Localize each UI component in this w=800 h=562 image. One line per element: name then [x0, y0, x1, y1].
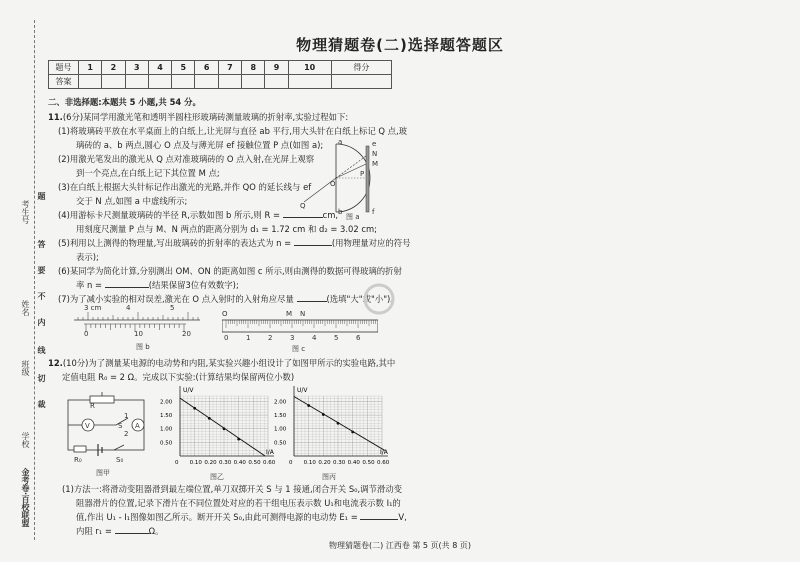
- data-point: [322, 413, 325, 416]
- circuit-label-V: V: [85, 422, 90, 430]
- label-a: a: [338, 138, 343, 146]
- q12-line: 阻器滑片的位置,记录下滑片在不同位置处对应的若干组电压表示数 U₁和电流表示数 I₁的: [76, 498, 401, 508]
- answer-blank-r1[interactable]: [115, 525, 149, 534]
- label-f: f: [372, 208, 375, 216]
- ruler-label-O: O: [222, 310, 228, 318]
- light-screen: [366, 146, 369, 212]
- q11-line: 用刻度尺测量 P 点与 M、N 两点的距离分别为 d₁ = 1.72 cm 和 d₂ = 3.02 cm;: [76, 224, 377, 234]
- score-cell[interactable]: [331, 75, 391, 89]
- graph-bing-caption: 图丙: [322, 473, 336, 481]
- circuit-label-R: R: [90, 402, 95, 410]
- circuit-label-2: 2: [124, 430, 129, 438]
- q12-line: (1)方法一:将滑动变阻器滑到最左端位置,单刀双掷开关 S 与 1 接通,闭合开关 S₀,调节滑动变: [62, 484, 403, 494]
- q11-line: (7)为了减小实验的相对误差,激光在 O 点入射时的入射角应尽量: [58, 294, 294, 304]
- y-tick-label: 2.00: [160, 399, 173, 406]
- circuit-label-1: 1: [124, 412, 129, 420]
- question-number: 3: [125, 61, 148, 75]
- answer-cell[interactable]: [265, 75, 288, 89]
- answer-blank-n-value[interactable]: [105, 279, 149, 288]
- answer-cell[interactable]: [242, 75, 265, 89]
- y-tick-label: 2.00: [274, 399, 287, 406]
- q11-line: 表示);: [76, 252, 99, 262]
- page-footer: 物理猜题卷(二) 江西卷 第 5 页(共 8 页): [329, 541, 471, 550]
- data-point: [307, 404, 310, 407]
- q12-line: 内阻 r₁ =: [76, 526, 112, 536]
- half-cylinder-outline: [336, 144, 370, 212]
- answer-cell[interactable]: [172, 75, 195, 89]
- question-number: 10: [288, 61, 331, 75]
- vernier-main-label: 3 cm: [84, 304, 102, 312]
- answer-table-answer-row: [49, 75, 392, 89]
- answer-table-header-row: [49, 61, 392, 75]
- ruler-number: 0: [224, 334, 229, 342]
- q11-line: (6)某同学为简化计算,分别测出 OM、ON 的距离如图 c 所示,则由测得的数据可得玻璃的折射: [58, 266, 402, 276]
- data-point: [351, 431, 354, 434]
- figure-a-diagram: [296, 138, 379, 218]
- binding-warning-char: 裁: [37, 400, 46, 408]
- y-tick-label: 1.50: [160, 413, 173, 420]
- graph-bing: [272, 384, 390, 474]
- answer-blank-n-expression[interactable]: [294, 237, 332, 246]
- y-tick-label: 1.00: [160, 426, 173, 433]
- label-M: M: [372, 160, 379, 168]
- answer-cell[interactable]: [125, 75, 148, 89]
- circuit-caption: 图甲: [96, 469, 110, 477]
- switch-symbol: [114, 445, 124, 450]
- q11-line-7: [58, 292, 399, 306]
- q11-line: (用物理量对应的符号: [331, 238, 411, 248]
- y-tick-label: 0.50: [274, 440, 287, 447]
- data-point: [208, 417, 211, 420]
- vernier-main-ticks: [78, 312, 198, 320]
- vernier-sub-label: 20: [182, 330, 191, 338]
- binding-warning-char: 内: [37, 318, 46, 326]
- vernier-main-label: 5: [170, 304, 175, 312]
- vernier-sub-label: 10: [134, 330, 143, 338]
- q12-line: V,: [398, 512, 407, 522]
- x-tick-label: 0.50: [362, 460, 375, 466]
- ruler-number: 1: [246, 334, 251, 342]
- q12-line: Ω。: [148, 526, 164, 536]
- answer-cell[interactable]: [79, 75, 102, 89]
- label-P: P: [360, 170, 365, 178]
- ruler-number: 5: [334, 334, 339, 342]
- vernier-main-label: 4: [126, 304, 131, 312]
- question-number: 2: [102, 61, 125, 75]
- q11-line: cm,: [322, 210, 339, 220]
- answer-cell[interactable]: [195, 75, 218, 89]
- question-number: 9: [265, 61, 288, 75]
- table-row-label: 答案: [49, 75, 79, 89]
- ruler-number: 2: [268, 334, 273, 342]
- ruler-label-M: M: [286, 310, 293, 318]
- x-tick-label: 0: [175, 460, 179, 466]
- name-label: 姓名: [21, 300, 30, 316]
- data-point: [223, 427, 226, 430]
- question-number: 1: [79, 61, 102, 75]
- x-tick-label: 0: [289, 460, 293, 466]
- figure-a-caption: 图 a: [346, 213, 360, 221]
- circuit-label-S: S: [118, 422, 123, 430]
- binding-warning-char: 要: [37, 266, 46, 274]
- y-tick-label: 1.00: [274, 426, 287, 433]
- x-tick-label: 0.10: [189, 460, 202, 466]
- x-tick-label: 0.20: [318, 460, 331, 466]
- x-tick-label: 0.40: [233, 460, 246, 466]
- binding-dashed-line: [34, 20, 35, 540]
- q12-number: 12.: [48, 358, 63, 368]
- x-tick-label: 0.30: [333, 460, 346, 466]
- q11-line: (选填"大"或"小")。: [326, 294, 399, 304]
- binding-warning-char: 题: [37, 192, 46, 200]
- circuit-label-S0: S₀: [116, 456, 124, 464]
- score-label: 得分: [331, 61, 391, 75]
- ruler-label-N: N: [300, 310, 306, 318]
- answer-blank-angle[interactable]: [297, 293, 327, 302]
- x-tick-label: 0.60: [263, 460, 276, 466]
- ruler-number: 3: [290, 334, 295, 342]
- q11-line: (6分)某同学用激光笔和透明半圆柱形玻璃砖测量玻璃的折射率,实验过程如下:: [62, 112, 349, 122]
- label-e: e: [372, 140, 377, 148]
- circuit-label-A: A: [135, 422, 140, 430]
- question-number: 8: [242, 61, 265, 75]
- binding-warning-char: 切: [37, 374, 46, 382]
- circuit-label-R0: R₀: [74, 456, 82, 464]
- q11-line: 交于 N 点,如图 a 中虚线所示;: [76, 196, 188, 206]
- q12-stem: [48, 356, 395, 370]
- answer-cell[interactable]: [218, 75, 241, 89]
- q11-number: 11.: [48, 112, 63, 122]
- data-point: [237, 438, 240, 441]
- q11-line-6: [76, 278, 239, 292]
- x-tick-label: 0.10: [303, 460, 316, 466]
- exam-no-label: 考生号: [21, 200, 30, 224]
- y-axis-label: U/V: [183, 387, 194, 394]
- ruler-number: 4: [312, 334, 317, 342]
- class-label: 班级: [21, 360, 30, 376]
- figure-c-caption: 图 c: [292, 345, 306, 353]
- school-label: 学校: [21, 432, 30, 448]
- y-axis-label: U/V: [297, 387, 308, 394]
- x-tick-label: 0.40: [347, 460, 360, 466]
- label-Q: Q: [300, 202, 306, 210]
- q11-line: (3)在白纸上根据大头针标记作出激光的光路,并作 QO 的延长线与 ef: [58, 182, 312, 192]
- binding-warning-char: 答: [37, 240, 46, 248]
- question-number: 4: [148, 61, 171, 75]
- y-tick-label: 1.50: [274, 413, 287, 420]
- q11-stem: [48, 110, 348, 124]
- ruler-ticks: [226, 320, 376, 328]
- data-point: [337, 422, 340, 425]
- answer-table: [48, 60, 392, 89]
- x-tick-label: 0.30: [219, 460, 232, 466]
- x-axis-label: I/A: [266, 449, 274, 456]
- q12-line: 定值电阻 R₀ = 2 Ω。完成以下实验:(计算结果均保留两位小数): [62, 372, 295, 382]
- q11-line: (2)用激光笔发出的激光从 Q 点对准玻璃砖的 O 点入射,在光屏上观察: [58, 154, 315, 164]
- label-b: b: [338, 208, 343, 216]
- q11-line: (结果保留3位有效数字);: [148, 280, 239, 290]
- ruler-number: 6: [356, 334, 361, 342]
- x-tick-label: 0.60: [377, 460, 390, 466]
- y-tick-label: 0.50: [160, 440, 173, 447]
- figure-b-caption: 图 b: [136, 343, 150, 351]
- x-axis-label: I/A: [380, 449, 388, 456]
- watermark-seal-icon: [362, 282, 396, 316]
- question-number: 5: [172, 61, 195, 75]
- q11-line: 到一个亮点,在白纸上记下其位置 M 点;: [76, 168, 220, 178]
- vernier-sub-label: 0: [84, 330, 89, 338]
- q11-line: (4)用游标卡尺测量玻璃砖的半径 R,示数如图 b 所示,则 R =: [58, 210, 280, 220]
- question-number: 6: [195, 61, 218, 75]
- q11-line: 璃砖的 a、b 两点,圆心 O 点及与薄光屏 ef 接触位置 P 点(如图 a);: [76, 140, 324, 150]
- page-title: 物理猜题卷(二)选择题答题区: [296, 36, 504, 54]
- q12-line-r1: [76, 524, 163, 538]
- section-header: 二、非选择题:本题共 5 小题,共 54 分。: [48, 97, 201, 107]
- data-point: [193, 407, 196, 410]
- union-label: 金考卷·百校联盟: [21, 468, 30, 528]
- table-row-label: 题号: [49, 61, 79, 75]
- q11-line-5: [58, 236, 411, 250]
- binding-warning-char: 不: [37, 292, 46, 300]
- label-N: N: [372, 150, 378, 158]
- q12-line: 值,作出 U₁ - I₁图像如图乙所示。断开开关 S₀,由此可测得电源的电动势 E₁ =: [76, 512, 358, 522]
- answer-cell[interactable]: [102, 75, 125, 89]
- graph-yi-caption: 图乙: [210, 473, 224, 481]
- question-number: 7: [218, 61, 241, 75]
- q11-line: (1)将玻璃砖平放在水平桌面上的白纸上,让光屏与直径 ab 平行,用大头针在白纸上标记 Q 点,玻: [58, 126, 408, 136]
- answer-blank-E1[interactable]: [360, 511, 398, 520]
- label-O: O: [330, 180, 336, 188]
- x-tick-label: 0.20: [204, 460, 217, 466]
- figure-c-ruler: [222, 318, 378, 334]
- answer-cell[interactable]: [148, 75, 171, 89]
- q11-line: (5)利用以上测得的物理量,写出玻璃砖的折射率的表达式为 n =: [58, 238, 292, 248]
- answer-cell[interactable]: [288, 75, 331, 89]
- x-tick-label: 0.50: [248, 460, 261, 466]
- q12-line: (10分)为了测量某电源的电动势和内阻,某实验兴趣小组设计了如图甲所示的实验电路,其中: [62, 358, 396, 368]
- fixed-resistor-symbol: [74, 446, 86, 452]
- q11-line: 率 n =: [76, 280, 103, 290]
- q12-line-e1: [76, 510, 407, 524]
- graph-yi: [158, 384, 276, 474]
- binding-warning-char: 线: [37, 346, 46, 354]
